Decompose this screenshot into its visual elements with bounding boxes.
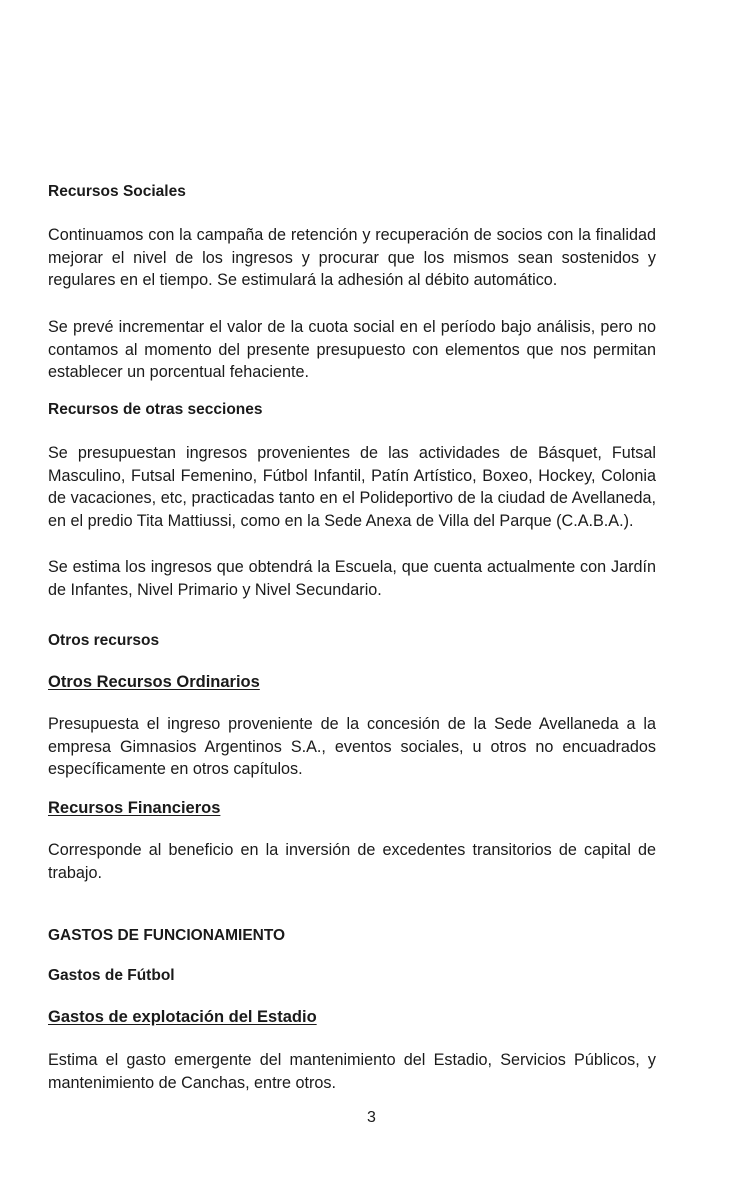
paragraph-gastos-explotacion: Estima el gasto emergente del mantenimiento del Estadio, Servicios Públicos, y mantenimiento de Canchas, entre otros. [48,1051,656,1092]
heading-otros-recursos: Otros recursos [48,632,160,649]
subsection-gastos-explotacion [48,1007,656,1028]
paragraph-recursos-financieros: Corresponde al beneficio en la inversión de excedentes transitorios de capital de trabajo. [48,841,656,882]
paragraph-otros-recursos-ordinarios-container [48,713,656,781]
heading-gastos-funcionamiento: GASTOS DE FUNCIONAMIENTO [48,927,286,944]
section-gastos-futbol [48,966,656,986]
paragraph-recursos-sociales-1-container [48,224,656,292]
section-otros-recursos [48,631,656,651]
paragraph-otras-secciones-1: Se presupuestan ingresos provenientes de las actividades de Básquet, Futsal Masculino, Futsal Femenino, Fútbol Infantil, Patín Artístico, Boxeo, Hockey, Colonia de vacaciones, etc, practicadas tanto en el Polideportivo de la ciudad de Avellaneda, en el predio Tita Mattiussi, como en la Sede Anexa de Villa del Parque (C.A.B.A.). [48,444,656,530]
paragraph-otros-recursos-ordinarios: Presupuesta el ingreso proveniente de la concesión de la Sede Avellaneda a la empresa Gimnasios Argentinos S.A., eventos sociales, u otros no encuadrados específicamente en otros capítulos. [48,715,656,778]
subheading-gastos-explotacion: Gastos de explotación del Estadio [48,1008,317,1026]
paragraph-gastos-explotacion-container [48,1049,656,1094]
section-gastos-funcionamiento [48,926,656,946]
section-otras-secciones [48,400,656,420]
page-number: 3 [367,1109,376,1126]
subsection-otros-recursos-ordinarios [48,672,656,693]
section-recursos-sociales [48,182,656,202]
paragraph-recursos-sociales-2-container [48,316,656,384]
subheading-recursos-financieros: Recursos Financieros [48,799,221,817]
heading-otras-secciones: Recursos de otras secciones [48,401,263,418]
subsection-recursos-financieros [48,798,656,819]
paragraph-recursos-sociales-2: Se prevé incrementar el valor de la cuota social en el período bajo análisis, pero no contamos al momento del presente presupuesto con elementos que nos permitan establecer un porcentual fehaciente. [48,318,656,381]
heading-gastos-futbol: Gastos de Fútbol [48,967,175,984]
paragraph-otras-secciones-2-container [48,556,656,601]
paragraph-recursos-sociales-1: Continuamos con la campaña de retención y recuperación de socios con la finalidad mejorar el nivel de los ingresos y procurar que los mismos sean sostenidos y regulares en el tiempo. Se estimulará la adhesión al débito automático. [48,226,656,289]
paragraph-recursos-financieros-container [48,839,656,884]
heading-recursos-sociales: Recursos Sociales [48,183,186,200]
subheading-otros-recursos-ordinarios: Otros Recursos Ordinarios [48,673,260,691]
paragraph-otras-secciones-2: Se estima los ingresos que obtendrá la Escuela, que cuenta actualmente con Jardín de Infantes, Nivel Primario y Nivel Secundario. [48,558,656,599]
paragraph-otras-secciones-1-container [48,442,656,532]
